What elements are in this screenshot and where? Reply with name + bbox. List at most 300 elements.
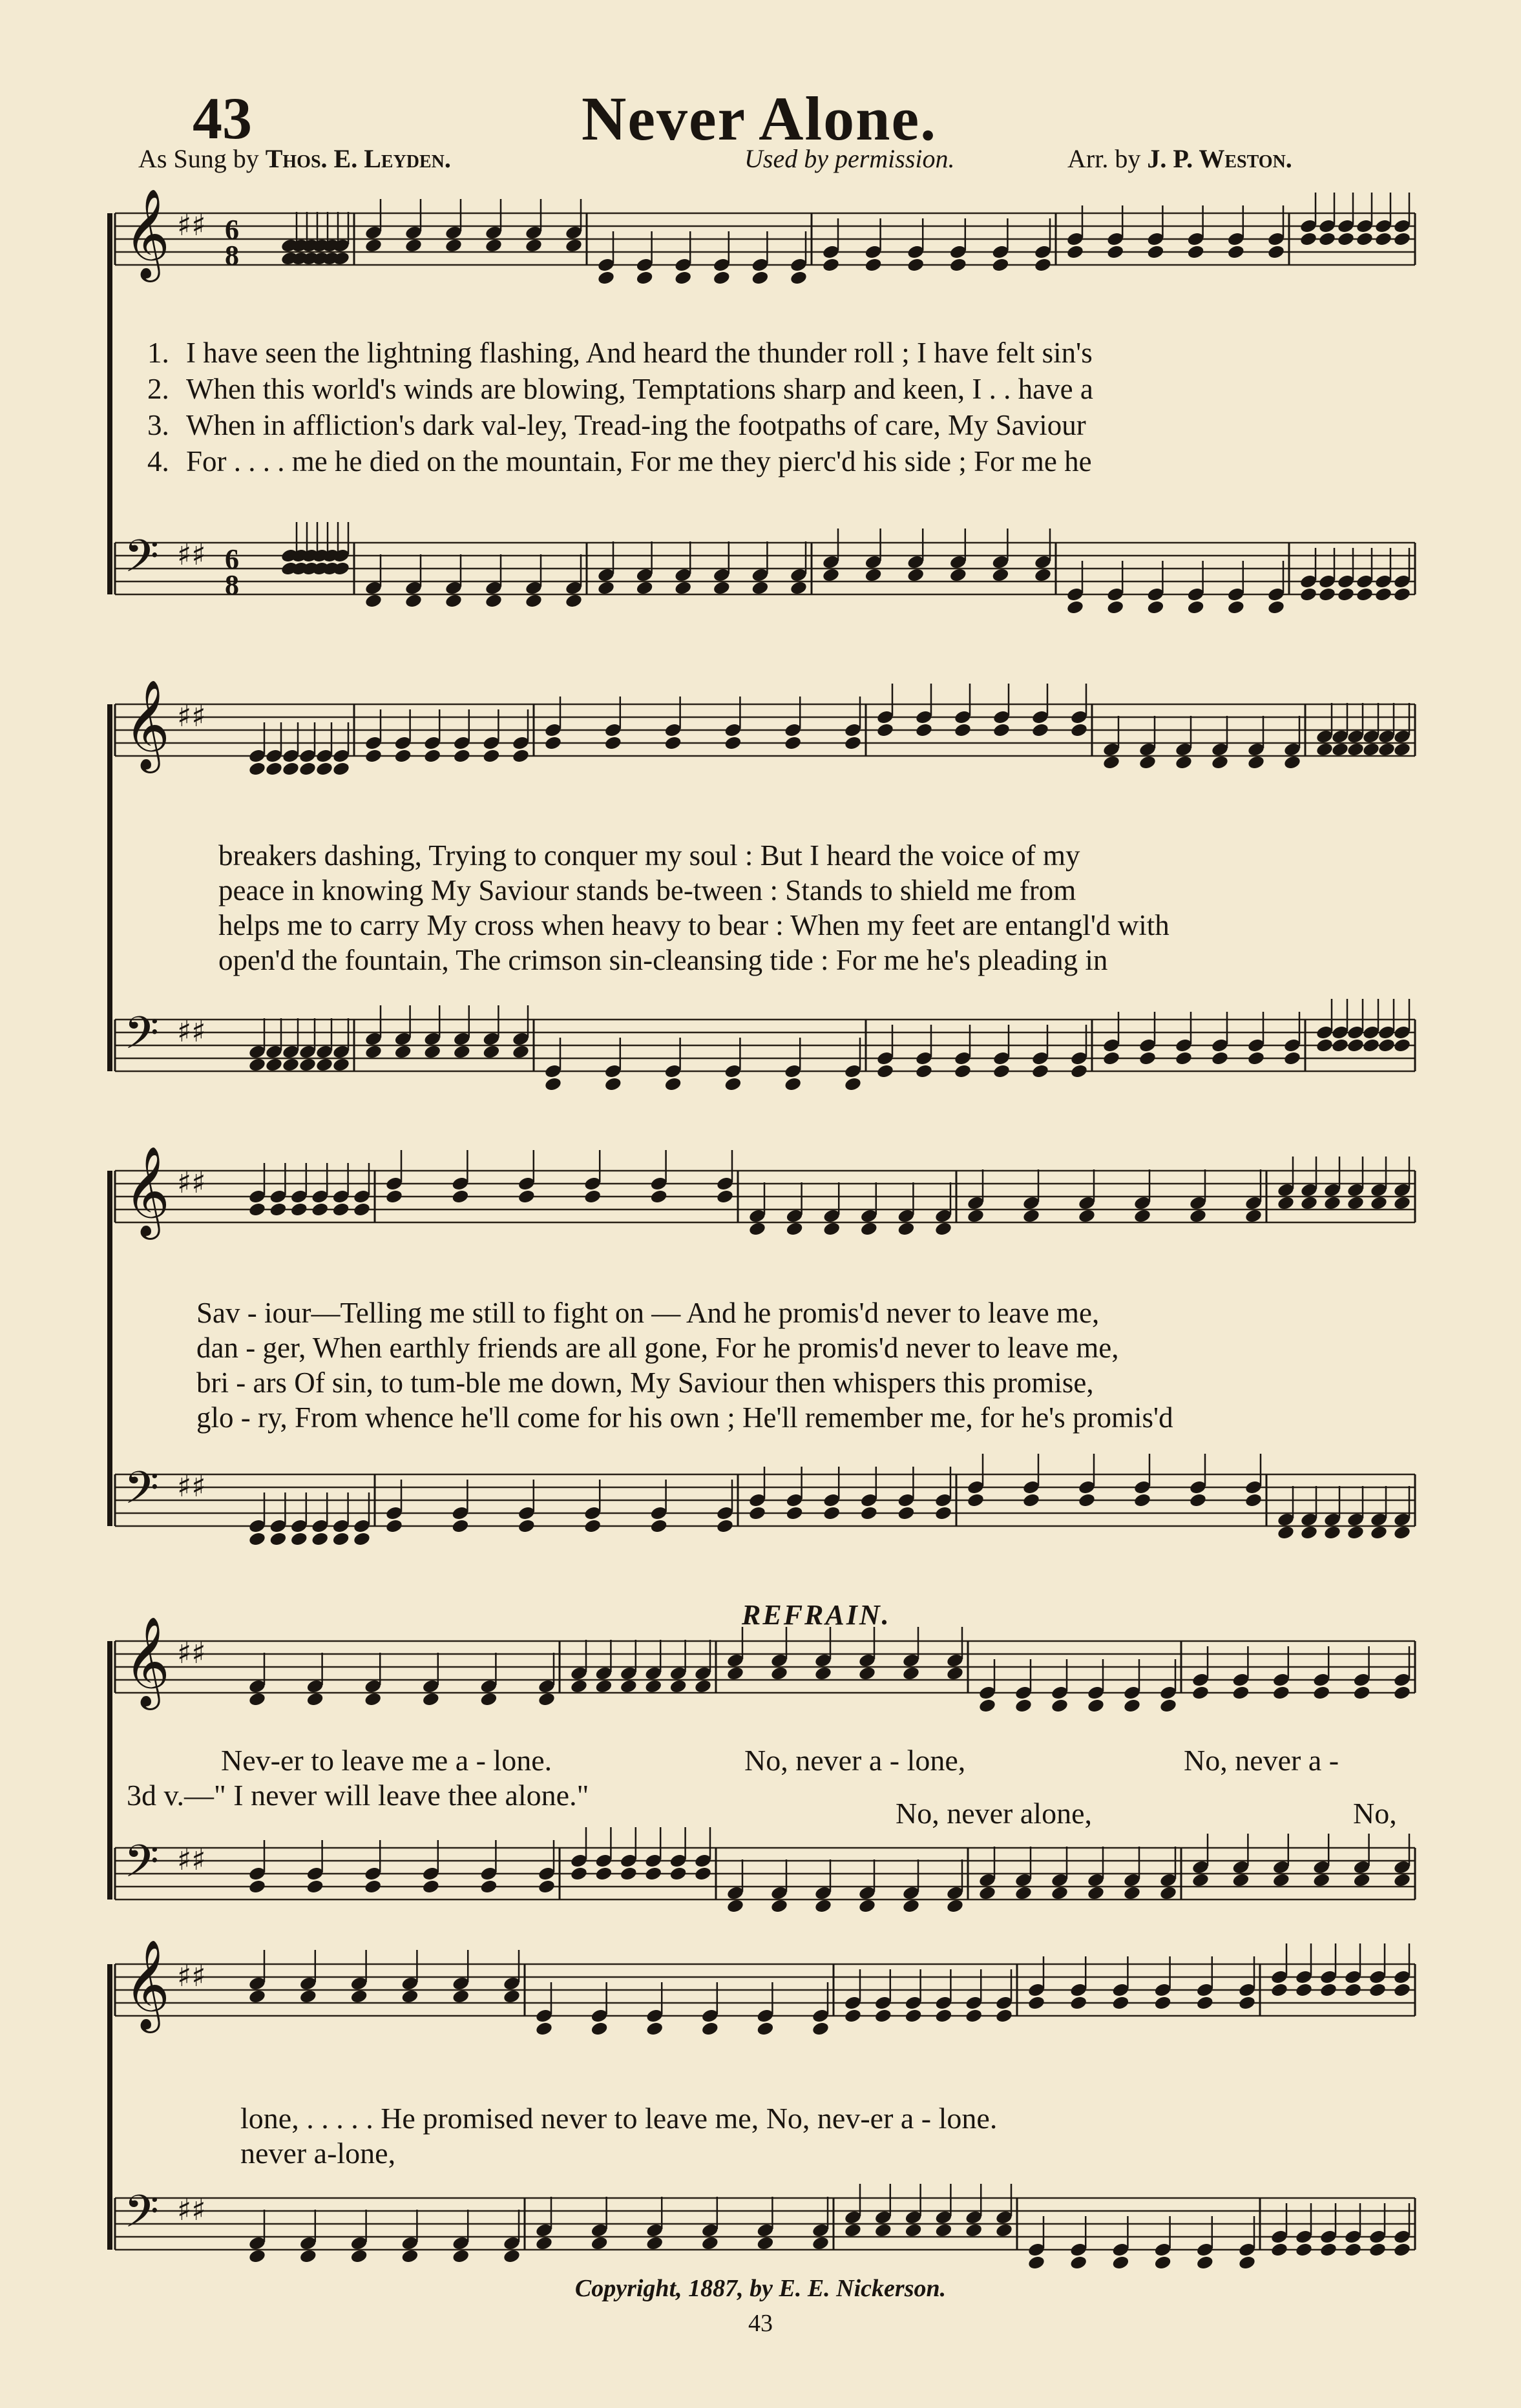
refrain-bass-words-1: No, never alone,	[896, 1797, 1092, 1830]
note-head-icon	[934, 1221, 952, 1237]
note-head-icon	[1153, 2255, 1171, 2270]
verse-line-3: 3. When in affliction's dark val-ley, Tread-ing the footpaths of care, My Saviour	[147, 409, 1086, 441]
note-head-icon	[822, 257, 840, 273]
note-head-icon	[1319, 2242, 1337, 2257]
note-head-icon	[583, 1518, 602, 1534]
note-head-icon	[452, 1989, 470, 2004]
page-number: 43	[748, 2310, 773, 2337]
note-head-icon	[784, 1076, 802, 1092]
note-head-icon	[716, 1518, 734, 1534]
note-head-icon	[1232, 1685, 1250, 1701]
note-head-icon	[565, 593, 583, 609]
note-head-icon	[635, 270, 653, 286]
note-head-icon	[423, 1044, 441, 1060]
note-head-icon	[812, 2235, 830, 2251]
bass-clef-icon: 𝄢	[124, 2185, 160, 2248]
note-head-icon	[995, 2008, 1013, 2024]
note-head-icon	[1323, 1525, 1341, 1540]
note-head-icon	[544, 1076, 562, 1092]
note-head-icon	[860, 1505, 878, 1521]
note-head-icon	[535, 2235, 553, 2251]
key-signature-icon: ♯♯	[177, 1842, 206, 1877]
note-head-icon	[874, 2008, 892, 2024]
note-head-icon	[1370, 1195, 1388, 1211]
note-head-icon	[1272, 1685, 1290, 1701]
note-head-icon	[544, 735, 562, 751]
note-head-icon	[1069, 1995, 1087, 2011]
key-signature-icon: ♯♯	[177, 1014, 206, 1049]
note-head-icon	[954, 722, 972, 738]
note-head-icon	[1227, 600, 1245, 615]
note-head-icon	[1087, 1885, 1105, 1901]
note-head-icon	[620, 1866, 638, 1881]
note-head-icon	[645, 2021, 664, 2036]
note-head-icon	[1316, 742, 1334, 757]
note-head-icon	[716, 1189, 734, 1204]
refrain-bass-words-3: never a-lone,	[240, 2137, 396, 2170]
note-head-icon	[604, 1076, 622, 1092]
hymn-title: Never Alone.	[582, 84, 938, 153]
note-head-icon	[644, 1866, 662, 1881]
time-signature-bottom: 8	[225, 569, 239, 601]
note-head-icon	[644, 1679, 662, 1694]
note-head-icon	[1014, 1885, 1033, 1901]
note-head-icon	[248, 1691, 266, 1707]
key-signature-icon: ♯♯	[177, 1469, 206, 1503]
note-head-icon	[726, 1666, 744, 1681]
note-head-icon	[1146, 244, 1164, 260]
key-signature-icon: ♯♯	[177, 207, 206, 242]
note-head-icon	[724, 1076, 742, 1092]
note-head-icon	[1318, 231, 1336, 247]
note-head-icon	[331, 1531, 350, 1547]
note-head-icon	[1189, 1208, 1207, 1224]
note-head-icon	[1283, 1051, 1301, 1066]
note-head-icon	[393, 1044, 412, 1060]
note-head-icon	[669, 1866, 687, 1881]
note-head-icon	[597, 270, 615, 286]
note-head-icon	[1378, 742, 1396, 757]
note-head-icon	[1247, 1051, 1265, 1066]
note-head-icon	[350, 1989, 368, 2004]
note-head-icon	[590, 2235, 608, 2251]
note-head-icon	[1078, 1492, 1096, 1508]
note-head-icon	[784, 735, 802, 751]
note-head-icon	[332, 761, 350, 777]
note-head-icon	[1267, 600, 1285, 615]
note-head-icon	[934, 1505, 952, 1521]
note-head-icon	[364, 748, 383, 764]
note-head-icon	[876, 1063, 894, 1079]
note-head-icon	[306, 1691, 324, 1707]
verse-line-4: 4. For . . . . me he died on the mountain, For me they pierc'd his side ; For me he	[147, 445, 1092, 477]
note-head-icon	[915, 722, 933, 738]
note-head-icon	[1022, 1208, 1040, 1224]
key-signature-icon: ♯♯	[177, 1958, 206, 1993]
note-head-icon	[1277, 1525, 1295, 1540]
note-head-icon	[674, 270, 692, 286]
note-head-icon	[1111, 1995, 1129, 2011]
note-head-icon	[404, 593, 423, 609]
note-head-icon	[1295, 1982, 1313, 1998]
note-head-icon	[1238, 2255, 1256, 2270]
note-head-icon	[401, 1989, 419, 2004]
note-head-icon	[1078, 1208, 1096, 1224]
note-head-icon	[934, 2223, 952, 2238]
note-head-icon	[701, 2235, 719, 2251]
note-head-icon	[902, 1666, 920, 1681]
note-head-icon	[635, 580, 653, 596]
note-head-icon	[1191, 1872, 1210, 1888]
note-head-icon	[1393, 1195, 1411, 1211]
note-head-icon	[1031, 722, 1049, 738]
note-head-icon	[1393, 1525, 1411, 1540]
note-head-icon	[1347, 1525, 1365, 1540]
note-head-icon	[1393, 742, 1411, 757]
note-head-icon	[978, 1698, 996, 1713]
note-head-icon	[306, 1879, 324, 1894]
note-head-icon	[823, 1505, 841, 1521]
note-head-icon	[485, 238, 503, 253]
note-head-icon	[311, 1531, 329, 1547]
note-head-icon	[1014, 1698, 1033, 1713]
note-head-icon	[770, 1898, 788, 1914]
note-head-icon	[1066, 244, 1084, 260]
note-head-icon	[751, 580, 769, 596]
note-head-icon	[1374, 231, 1392, 247]
note-head-icon	[404, 238, 423, 253]
note-head-icon	[1111, 2255, 1129, 2270]
note-head-icon	[248, 1531, 266, 1547]
note-head-icon	[1277, 1195, 1295, 1211]
note-head-icon	[1189, 1492, 1207, 1508]
note-head-icon	[1186, 600, 1204, 615]
note-head-icon	[597, 580, 615, 596]
note-head-icon	[385, 1189, 403, 1204]
note-head-icon	[946, 1666, 964, 1681]
note-head-icon	[1312, 1685, 1330, 1701]
note-head-icon	[1102, 1051, 1120, 1066]
refrain-label: REFRAIN.	[742, 1599, 891, 1631]
note-head-icon	[1106, 244, 1124, 260]
note-head-icon	[1051, 1885, 1069, 1901]
note-head-icon	[874, 2223, 892, 2238]
note-head-icon	[1378, 1038, 1396, 1053]
note-head-icon	[844, 1076, 862, 1092]
treble-clef-icon: 𝄞	[124, 1617, 170, 1706]
note-head-icon	[902, 1898, 920, 1914]
sung-by-name: Thos. E. Leyden.	[265, 144, 451, 173]
note-head-icon	[423, 748, 441, 764]
note-head-icon	[1106, 600, 1124, 615]
note-head-icon	[790, 580, 808, 596]
treble-clef-icon: 𝄞	[124, 1146, 170, 1236]
note-head-icon	[299, 1057, 317, 1073]
note-head-icon	[565, 238, 583, 253]
note-head-icon	[1138, 1051, 1157, 1066]
note-head-icon	[1337, 231, 1355, 247]
note-head-icon	[844, 2223, 862, 2238]
note-head-icon	[991, 257, 1009, 273]
note-head-icon	[1393, 1038, 1411, 1053]
note-head-icon	[452, 2248, 470, 2264]
note-head-icon	[645, 2235, 664, 2251]
note-head-icon	[1352, 1685, 1370, 1701]
note-head-icon	[479, 1691, 498, 1707]
note-head-icon	[1138, 755, 1157, 770]
note-head-icon	[1123, 1885, 1141, 1901]
note-head-icon	[535, 2021, 553, 2036]
note-head-icon	[451, 1189, 469, 1204]
hymn-number: 43	[193, 85, 252, 151]
note-head-icon	[1027, 1995, 1045, 2011]
sung-by-prefix: As Sung by	[138, 144, 259, 173]
note-head-icon	[265, 761, 283, 777]
note-head-icon	[713, 580, 731, 596]
note-head-icon	[812, 2021, 830, 2036]
note-head-icon	[649, 1189, 667, 1204]
verse2-line-2: peace in knowing My Saviour stands be-tween : Stands to shield me from	[218, 874, 1076, 906]
bass-clef-icon: 𝄢	[124, 530, 160, 593]
note-head-icon	[907, 567, 925, 583]
note-head-icon	[1051, 1698, 1069, 1713]
note-head-icon	[265, 1057, 283, 1073]
note-head-icon	[350, 2248, 368, 2264]
note-head-icon	[965, 2008, 983, 2024]
note-head-icon	[724, 735, 742, 751]
note-head-icon	[844, 2008, 862, 2024]
note-head-icon	[1323, 1195, 1341, 1211]
note-head-icon	[364, 238, 383, 253]
verse2-line-1: breakers dashing, Trying to conquer my soul : But I heard the voice of my	[218, 839, 1080, 872]
verse3-line-2: dan - ger, When earthly friends are all gone, For he promis'd never to leave me,	[196, 1332, 1119, 1364]
note-head-icon	[751, 270, 769, 286]
note-head-icon	[364, 1044, 383, 1060]
note-head-icon	[445, 238, 463, 253]
note-head-icon	[1356, 231, 1374, 247]
note-head-icon	[1186, 244, 1204, 260]
bass-clef-icon: 𝄢	[124, 1835, 160, 1898]
note-head-icon	[311, 1202, 329, 1217]
note-head-icon	[1362, 1038, 1380, 1053]
note-head-icon	[1159, 1885, 1177, 1901]
note-head-icon	[1370, 1525, 1388, 1540]
refrain-bass-words-2: No,	[1353, 1797, 1397, 1830]
note-head-icon	[669, 1679, 687, 1694]
note-head-icon	[248, 1057, 266, 1073]
note-head-icon	[1211, 1051, 1229, 1066]
note-head-icon	[1272, 1872, 1290, 1888]
note-head-icon	[1270, 1982, 1288, 1998]
note-head-icon	[290, 1531, 308, 1547]
note-head-icon	[364, 593, 383, 609]
verse-line-2: 2. When this world's winds are blowing, Temptations sharp and keen, I . . have a	[147, 373, 1093, 405]
note-head-icon	[967, 1492, 985, 1508]
note-head-icon	[1312, 1872, 1330, 1888]
note-head-icon	[594, 1866, 613, 1881]
note-head-icon	[785, 1221, 803, 1237]
verse2-line-3: helps me to carry My cross when heavy to bear : When my feet are entangl'd with	[218, 909, 1170, 941]
note-head-icon	[1300, 1195, 1318, 1211]
note-head-icon	[269, 1202, 287, 1217]
note-head-icon	[525, 238, 543, 253]
note-head-icon	[604, 735, 622, 751]
note-head-icon	[1034, 257, 1052, 273]
note-head-icon	[299, 1989, 317, 2004]
note-head-icon	[907, 257, 925, 273]
note-head-icon	[422, 1691, 440, 1707]
refrain-line-1b: No, never a - lone,	[744, 1744, 966, 1777]
note-head-icon	[1191, 1685, 1210, 1701]
note-head-icon	[385, 1518, 403, 1534]
note-head-icon	[570, 1679, 588, 1694]
note-head-icon	[1227, 244, 1245, 260]
note-head-icon	[1270, 2242, 1288, 2257]
note-head-icon	[1069, 2255, 1087, 2270]
note-head-icon	[864, 257, 882, 273]
note-head-icon	[978, 1885, 996, 1901]
note-head-icon	[1244, 1492, 1263, 1508]
note-head-icon	[1133, 1208, 1151, 1224]
note-head-icon	[934, 2008, 952, 2024]
note-head-icon	[1175, 755, 1193, 770]
note-head-icon	[364, 1879, 382, 1894]
note-head-icon	[290, 1202, 308, 1217]
note-head-icon	[1022, 1492, 1040, 1508]
note-head-icon	[401, 2248, 419, 2264]
note-head-icon	[1344, 1982, 1362, 1998]
note-head-icon	[331, 1202, 350, 1217]
note-head-icon	[248, 1202, 266, 1217]
note-head-icon	[512, 1044, 530, 1060]
time-signature-top: 6	[225, 214, 239, 246]
note-head-icon	[353, 1202, 371, 1217]
note-head-icon	[967, 1208, 985, 1224]
note-head-icon	[518, 1518, 536, 1534]
note-head-icon	[822, 567, 840, 583]
copyright-notice: Copyright, 1887, by E. E. Nickerson.	[574, 2275, 947, 2302]
refrain-third-verse-note: 3d v.—" I never will leave thee alone."	[127, 1779, 589, 1812]
note-head-icon	[485, 593, 503, 609]
note-head-icon	[992, 1063, 1011, 1079]
note-head-icon	[282, 761, 300, 777]
note-head-icon	[282, 1057, 300, 1073]
note-head-icon	[1331, 1038, 1349, 1053]
note-head-icon	[1267, 244, 1285, 260]
note-head-icon	[451, 1518, 469, 1534]
note-head-icon	[904, 2223, 922, 2238]
note-head-icon	[503, 2248, 521, 2264]
note-head-icon	[1133, 1492, 1151, 1508]
note-head-icon	[748, 1221, 766, 1237]
note-head-icon	[858, 1666, 876, 1681]
note-head-icon	[248, 2248, 266, 2264]
note-head-icon	[756, 2235, 774, 2251]
arranger-name: J. P. Weston.	[1147, 144, 1292, 173]
note-head-icon	[453, 748, 471, 764]
note-head-icon	[1369, 2242, 1387, 2257]
refrain-line-1c: No, never a -	[1184, 1744, 1339, 1777]
note-head-icon	[992, 722, 1011, 738]
bass-clef-icon: 𝄢	[124, 1461, 160, 1525]
note-head-icon	[525, 593, 543, 609]
permission-note: Used by permission.	[744, 144, 955, 173]
bass-clef-icon: 𝄢	[124, 1007, 160, 1070]
time-signature-top: 6	[225, 543, 239, 575]
note-head-icon	[538, 1879, 556, 1894]
note-head-icon	[1123, 1698, 1141, 1713]
note-head-icon	[1070, 722, 1088, 738]
arranger-prefix: Arr. by	[1067, 144, 1141, 173]
note-head-icon	[248, 1879, 266, 1894]
note-head-icon	[353, 1531, 371, 1547]
note-head-icon	[1146, 600, 1164, 615]
note-head-icon	[1393, 1872, 1411, 1888]
note-head-icon	[1247, 755, 1265, 770]
verse3-line-1: Sav - iour—Telling me still to fight on — And he promis'd never to leave me,	[196, 1297, 1100, 1329]
key-signature-icon: ♯♯	[177, 698, 206, 733]
note-head-icon	[1393, 1982, 1411, 1998]
note-head-icon	[770, 1666, 788, 1681]
note-head-icon	[858, 1898, 876, 1914]
treble-clef-icon: 𝄞	[124, 1940, 170, 2029]
note-head-icon	[1070, 1063, 1088, 1079]
note-head-icon	[538, 1691, 556, 1707]
note-head-icon	[1196, 1995, 1214, 2011]
note-head-icon	[814, 1898, 832, 1914]
note-head-icon	[664, 735, 682, 751]
note-head-icon	[1299, 587, 1317, 602]
note-head-icon	[620, 1679, 638, 1694]
note-head-icon	[1393, 231, 1411, 247]
note-head-icon	[1393, 2242, 1411, 2257]
refrain-line-3: lone, . . . . . He promised never to leave me, No, nev-er a - lone.	[240, 2102, 998, 2135]
key-signature-icon: ♯♯	[177, 1165, 206, 1200]
note-head-icon	[594, 1679, 613, 1694]
note-head-icon	[814, 1666, 832, 1681]
note-head-icon	[1244, 1208, 1263, 1224]
treble-clef-icon: 𝄞	[124, 189, 170, 278]
note-head-icon	[1175, 1051, 1193, 1066]
note-head-icon	[876, 722, 894, 738]
note-head-icon	[364, 1691, 382, 1707]
note-head-icon	[1299, 231, 1317, 247]
note-head-icon	[570, 1866, 588, 1881]
note-head-icon	[1318, 587, 1336, 602]
note-head-icon	[299, 2248, 317, 2264]
note-head-icon	[1238, 1995, 1256, 2011]
note-head-icon	[649, 1518, 667, 1534]
note-head-icon	[864, 567, 882, 583]
note-head-icon	[915, 1063, 933, 1079]
note-head-icon	[479, 1879, 498, 1894]
note-head-icon	[790, 270, 808, 286]
note-head-icon	[1102, 755, 1120, 770]
note-head-icon	[949, 567, 967, 583]
note-head-icon	[860, 1221, 878, 1237]
note-head-icon	[823, 1221, 841, 1237]
note-head-icon	[1352, 1872, 1370, 1888]
note-head-icon	[1031, 1063, 1049, 1079]
note-head-icon	[503, 1989, 521, 2004]
note-head-icon	[1159, 1698, 1177, 1713]
note-head-icon	[518, 1189, 536, 1204]
note-head-icon	[422, 1879, 440, 1894]
note-head-icon	[1356, 587, 1374, 602]
refrain-line-1a: Nev-er to leave me a - lone.	[221, 1744, 552, 1777]
note-head-icon	[748, 1505, 766, 1521]
note-head-icon	[1374, 587, 1392, 602]
